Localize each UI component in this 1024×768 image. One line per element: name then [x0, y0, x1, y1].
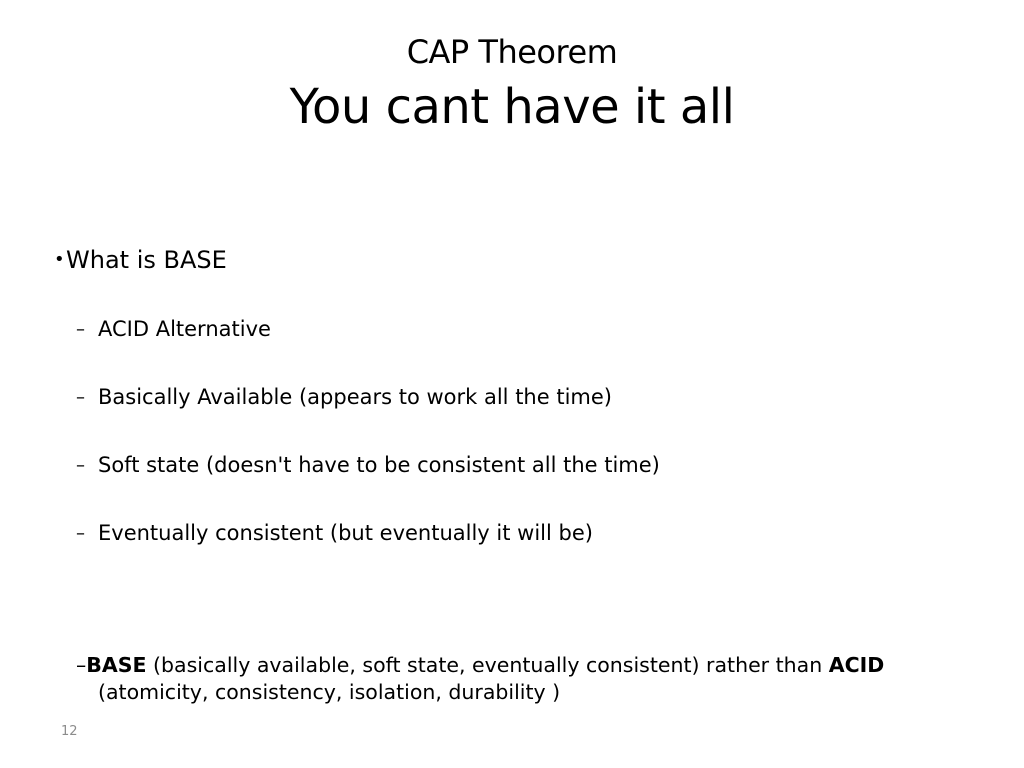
bullet-marker: • — [54, 249, 65, 270]
summary-middle-text: (basically available, soft state, eventually consistent) rather than — [146, 653, 829, 677]
sub-item-text: Soft state (doesn't have to be consistent all the time) — [98, 453, 660, 477]
dash-marker: – — [76, 387, 85, 408]
bullet-what-is-base — [54, 244, 227, 276]
title-block — [0, 30, 1024, 138]
dash-marker: – — [76, 455, 85, 476]
term-acid: ACID — [828, 653, 885, 677]
slide-title: You cant have it all — [289, 79, 735, 135]
page-number: 12 — [61, 724, 78, 739]
bullet-text: What is BASE — [66, 246, 227, 274]
summary-base-vs-acid — [76, 652, 996, 706]
dash-marker: – — [76, 523, 85, 544]
sub-item-basically-available — [76, 383, 612, 412]
sub-item-acid-alternative — [76, 315, 271, 344]
sub-item-eventually-consistent — [76, 519, 593, 548]
summary-line-2: (atomicity, consistency, isolation, durability ) — [98, 680, 561, 704]
dash-marker: – — [76, 319, 85, 340]
sub-item-text: ACID Alternative — [98, 317, 271, 341]
term-base: BASE — [86, 653, 147, 677]
sub-item-text: Basically Available (appears to work all the time) — [98, 385, 612, 409]
slide-subtitle: CAP Theorem — [406, 33, 618, 71]
sub-item-soft-state — [76, 451, 660, 480]
sub-item-text: Eventually consistent (but eventually it will be) — [98, 521, 593, 545]
dash-marker: – — [76, 653, 87, 677]
